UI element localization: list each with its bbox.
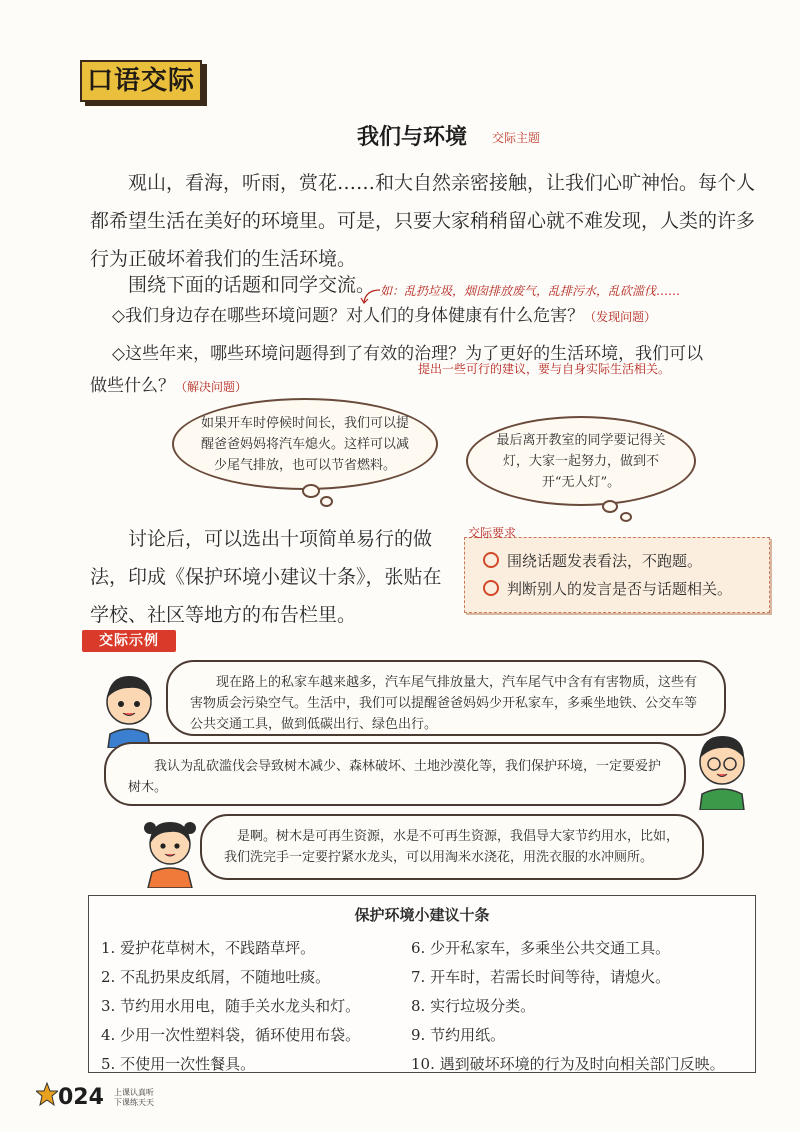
discussion-text: 讨论后，可以选出十项简单易行的做法，印成《保护环境小建议十条》，张贴在学校、社区等地方的布告栏里。 — [90, 528, 442, 626]
question-2-text-b: 做些什么？ — [90, 376, 175, 396]
requirements-title: 交际要求 — [468, 526, 517, 540]
intro-text: 观山，看海，听雨，赏花……和大自然亲密接触，让我们心旷神怡。每个人都希望生活在美好的环境里。可是，只要大家稍稍留心就不难发现，人类的许多行为正破坏着我们的生活环境。 — [90, 172, 756, 270]
section-tag: 口语交际 — [80, 60, 202, 102]
example-tag: 交际示例 — [82, 630, 176, 652]
tips-box — [88, 895, 756, 1073]
thought-bubble-left — [172, 398, 438, 490]
tip-item: 8. 实行垃圾分类。 — [411, 997, 536, 1015]
topic-question-2-cont — [90, 370, 247, 403]
star-icon — [36, 1082, 58, 1108]
tip-item: 4. 少用一次性塑料袋，循环使用布袋。 — [101, 1026, 361, 1044]
bubble-tail-dot — [602, 500, 618, 513]
page-number: 024 — [58, 1085, 104, 1110]
question-2-tag: （解决问题） — [175, 380, 248, 394]
bubble-tail-dot — [320, 496, 333, 507]
tip-item: 6. 少开私家车，多乘坐公共交通工具。 — [411, 939, 671, 957]
circle-bullet-icon — [483, 580, 499, 596]
dialog-3 — [200, 814, 704, 880]
bubble-left-text: 如果开车时停候时间长，我们可以提醒爸爸妈妈将汽车熄火。这样可以减少尾气排放，也可以节省燃料。 — [200, 415, 409, 473]
boy-glasses-avatar-icon — [690, 724, 754, 810]
footer-slogan-1: 上课认真听 — [114, 1088, 154, 1097]
bubble-tail-dot — [302, 484, 320, 498]
tip-item: 3. 节约用水用电，随手关水龙头和灯。 — [101, 997, 361, 1015]
tips-left-column — [101, 934, 360, 1079]
requirements-box — [464, 537, 770, 613]
example-note: 如：乱扔垃圾，烟囱排放废气，乱排污水，乱砍滥伐…… — [380, 284, 681, 298]
thought-bubble-right — [466, 416, 696, 506]
tips-right-column — [411, 934, 725, 1079]
page-subtitle: 交际主题 — [492, 131, 541, 145]
requirement-2-text: 判断别人的发言是否与话题相关。 — [507, 580, 733, 598]
suggestion-note: 提出一些可行的建议，要与自身实际生活相关。 — [418, 362, 671, 376]
page-title: 我们与环境 — [357, 124, 468, 150]
bubble-right-text: 最后离开教室的同学要记得关灯，大家一起努力，做到不开“无人灯”。 — [496, 432, 666, 490]
question-2-text: ◇这些年来，哪些环境问题得到了有效的治理？为了更好的生活环境，我们可以 — [112, 344, 704, 364]
requirement-2 — [483, 576, 732, 602]
requirement-1-text: 围绕话题发表看法，不跑题。 — [507, 552, 703, 570]
dialog-2 — [104, 742, 686, 806]
prompt-text: 围绕下面的话题和同学交流。 — [128, 274, 376, 296]
circle-bullet-icon — [483, 552, 499, 568]
tip-item: 5. 不使用一次性餐具。 — [101, 1055, 256, 1073]
dialog-3-text: 是啊。树木是可再生资源，水是不可再生资源，我倡导大家节约用水，比如，我们洗完手一定要拧紧水龙头，可以用淘米水浇花，用洗衣服的水冲厕所。 — [224, 829, 680, 865]
dialog-1 — [166, 660, 726, 736]
tip-item: 10. 遇到破坏环境的行为及时向相关部门反映。 — [411, 1055, 725, 1073]
topic-question-1 — [112, 300, 656, 333]
boy-avatar-icon — [96, 668, 162, 748]
discussion-paragraph — [90, 520, 460, 634]
tip-item: 7. 开车时，若需长时间等待，请熄火。 — [411, 968, 671, 986]
tips-title: 保护环境小建议十条 — [354, 906, 490, 924]
question-1-tag: （发现问题） — [584, 310, 657, 324]
footer-slogan-2: 下课练天天 — [114, 1098, 154, 1107]
tip-item: 1. 爱护花草树木，不践踏草坪。 — [101, 939, 316, 957]
dialog-2-text: 我认为乱砍滥伐会导致树木减少、森林破坏、土地沙漠化等，我们保护环境，一定要爱护树木。 — [128, 759, 662, 795]
footer-slogan — [114, 1088, 154, 1108]
tip-item: 2. 不乱扔果皮纸屑，不随地吐痰。 — [101, 968, 331, 986]
bubble-tail-dot — [620, 512, 632, 522]
girl-avatar-icon — [140, 810, 200, 888]
tip-item: 9. 节约用纸。 — [411, 1026, 506, 1044]
intro-paragraph — [90, 164, 760, 278]
requirement-1 — [483, 548, 702, 574]
question-1-text: ◇我们身边存在哪些环境问题？对人们的身体健康有什么危害？ — [112, 306, 585, 326]
dialog-1-text: 现在路上的私家车越来越多，汽车尾气排放量大，汽车尾气中含有有害物质，这些有害物质会污染空气。生活中，我们可以提醒爸爸妈妈少开私家车，多乘坐地铁、公交车等公共交通工具，做到低碳出行、绿色出行。 — [190, 675, 698, 732]
